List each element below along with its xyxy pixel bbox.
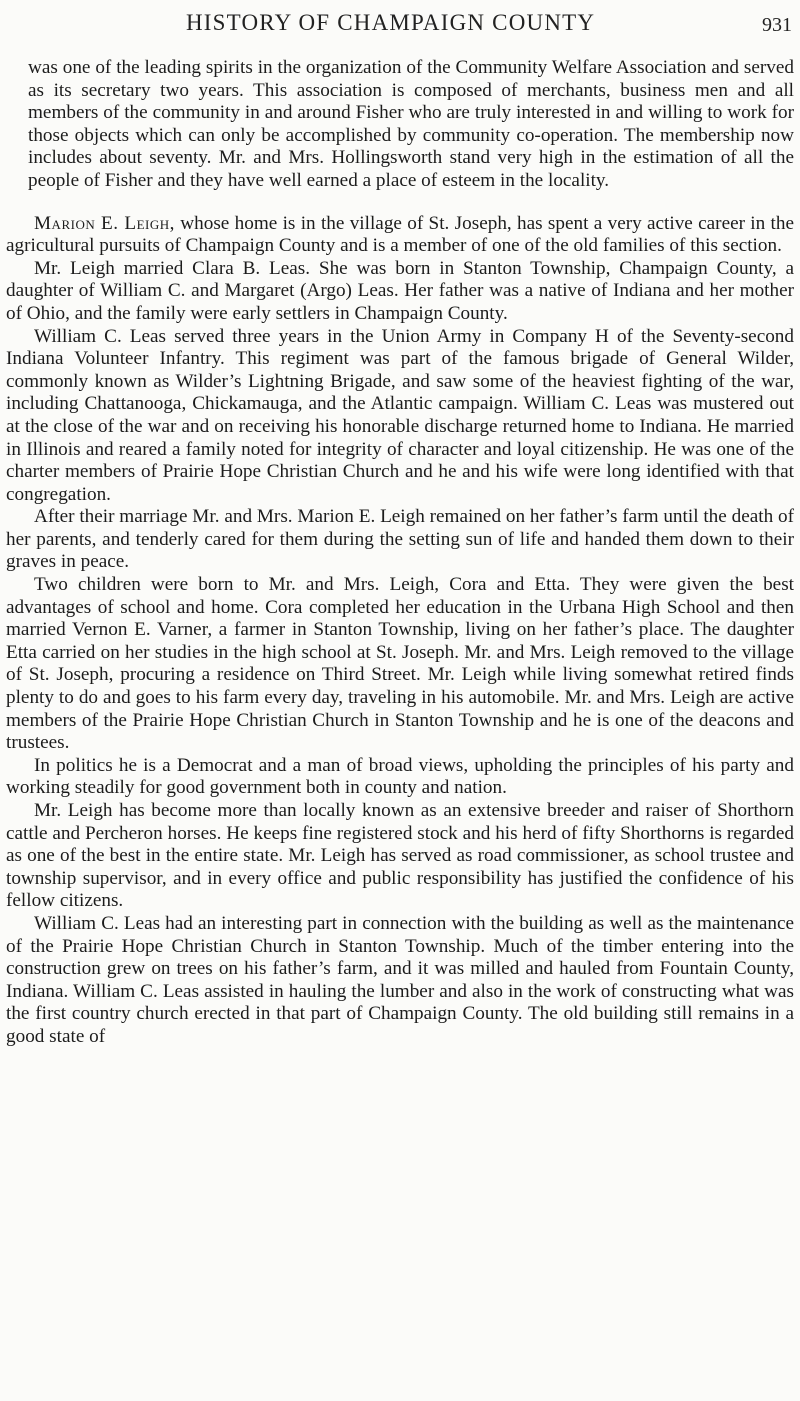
running-head: HISTORY OF CHAMPAIGN COUNTY (186, 10, 596, 35)
paragraph: William C. Leas served three years in the Union Army in Company H of the Seventy-second Indiana Volunteer Infantry. This regiment was part of the famous brigade of General Wilder, commonly known as Wilder’s Lightning Brigade, and saw some of the heaviest fighting of the war, including Chattanooga, Chickamauga, and the Atlantic campaign. William C. Leas was mustered out at the close of the war and on receiving his honorable discharge returned home to Indiana. He married in Illinois and reared a family noted for integrity of character and loyal citizenship. He was one of the charter members of Prairie Hope Christian Church and he and his wife were long identified with that congregation. (6, 325, 794, 505)
paragraph-continued: was one of the leading spirits in the organization of the Community Welfare Association and served as its secretary two years. This association is composed of merchants, business men and all members of the community in and around Fisher who are truly interested in and willing to work for those objects which can only be accomplished by community co-operation. The membership now includes about seventy. Mr. and Mrs. Hollingsworth stand very high in the estimation of all the people of Fisher and they have well earned a place of esteem in the locality. (28, 57, 794, 191)
page-header (0, 10, 800, 42)
biography-subject-name: Marion E. Leigh, (34, 212, 175, 234)
paragraph: Two children were born to Mr. and Mrs. Leigh, Cora and Etta. They were given the best advantages of school and home. Cora completed her education in the Urbana High School and then married Vernon E. Varner, a farmer in Stanton Township, living on her father’s place. The daughter Etta carried on her studies in the high school at St. Joseph. Mr. and Mrs. Leigh removed to the village of St. Joseph, procuring a residence on Third Street. Mr. Leigh while living somewhat retired finds plenty to do and goes to his farm every day, traveling in his automobile. Mr. and Mrs. Leigh are active members of the Prairie Hope Christian Church in Stanton Township and he is one of the deacons and trustees. (6, 574, 794, 754)
page-number: 931 (762, 14, 792, 36)
body-text (6, 57, 794, 1049)
paragraph: William C. Leas had an interesting part in connection with the building as well as the maintenance of the Prairie Hope Christian Church in Stanton Township. Much of the timber entering into the construction grew on trees on his father’s farm, and it was milled and hauled from Fountain County, Indiana. William C. Leas assisted in hauling the lumber and also in the work of constructing what was the first country church erected in that part of Champaign County. The old building still remains in a good state of (6, 912, 794, 1047)
biography-opening-paragraph (6, 213, 794, 258)
paragraph: In politics he is a Democrat and a man of broad views, upholding the principles of his party and working steadily for good government both in county and nation. (6, 754, 794, 799)
paragraph: Mr. Leigh has become more than locally known as an extensive breeder and raiser of Shorthorn cattle and Percheron horses. He keeps fine registered stock and his herd of fifty Shorthorns is regarded as one of the best in the entire state. Mr. Leigh has served as road commissioner, as school trustee and township supervisor, and in every office and public responsibility has justified the confidence of his fellow citizens. (6, 800, 794, 912)
paragraph: Mr. Leigh married Clara B. Leas. She was born in Stanton Township, Champaign County, a daughter of William C. and Margaret (Argo) Leas. Her father was a native of Indiana and her mother of Ohio, and the family were early settlers in Champaign County. (6, 257, 794, 324)
biography-opening-text: whose home is in the village of St. Joseph, has spent a very active career in the agricultural pursuits of Champaign County and is a member of one of the old families of this section. (6, 212, 794, 257)
paragraph: After their marriage Mr. and Mrs. Marion E. Leigh remained on her father’s farm until the death of her parents, and tenderly cared for them during the setting sun of life and handed them down to their graves in peace. (6, 506, 794, 573)
